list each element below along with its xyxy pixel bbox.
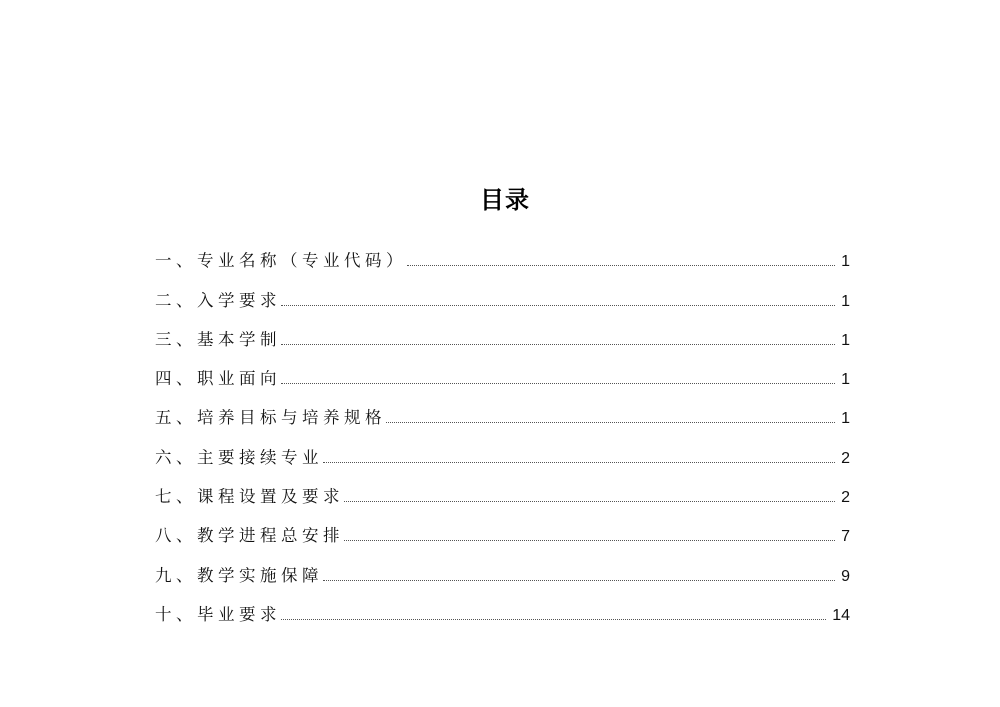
toc-title: 目录 [480,186,530,214]
toc-leader-dots [386,421,835,423]
toc-entry-page: 1 [841,331,850,349]
toc-entry-label: 一、专业名称（专业代码） [155,251,407,271]
toc-leader-dots [323,461,835,463]
toc-entry-label: 八、教学进程总安排 [155,526,344,546]
toc-entry-page: 1 [841,292,850,310]
toc-leader-dots [344,539,835,541]
toc-entry-page: 14 [832,606,850,624]
toc-leader-dots [281,618,826,620]
toc-entry-page: 1 [841,371,850,389]
toc-entry-label: 九、教学实施保障 [155,565,323,585]
toc-entry-page: 2 [841,489,850,507]
toc-entry-label: 四、职业面向 [155,369,281,389]
toc-entry[interactable] [155,354,850,393]
toc-entry[interactable] [155,393,850,432]
toc-entry[interactable] [155,590,850,629]
toc-entry[interactable] [155,236,850,275]
toc-entry-label: 六、主要接续专业 [155,447,323,467]
toc-entry[interactable] [155,315,850,354]
toc-entry[interactable] [155,472,850,511]
toc-leader-dots [281,382,835,384]
toc-entry-label: 五、培养目标与培养规格 [155,408,386,428]
toc-entry[interactable] [155,511,850,550]
toc-entry-page: 1 [841,253,850,271]
toc-entry-page: 2 [841,449,850,467]
toc-leader-dots [344,500,835,502]
toc-entry-label: 二、入学要求 [155,290,281,310]
toc-entry[interactable] [155,275,850,314]
toc-entry-label: 三、基本学制 [155,329,281,349]
toc-entry-label: 十、毕业要求 [155,604,281,624]
toc-list [155,236,850,629]
toc-entry[interactable] [155,432,850,471]
toc-leader-dots [407,264,835,266]
toc-entry-page: 7 [841,528,850,546]
toc-entry-page: 9 [841,567,850,585]
toc-leader-dots [281,343,835,345]
toc-leader-dots [281,304,835,306]
toc-entry[interactable] [155,550,850,589]
toc-entry-label: 七、课程设置及要求 [155,487,344,507]
toc-entry-page: 1 [841,410,850,428]
toc-leader-dots [323,579,835,581]
